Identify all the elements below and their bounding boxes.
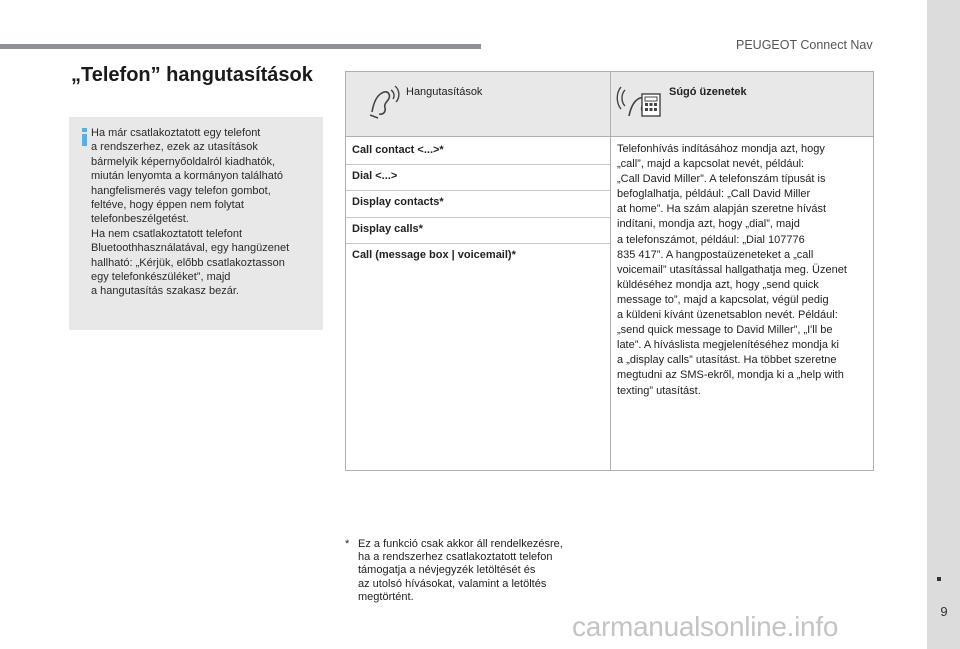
command-row: Call contact <...>* bbox=[352, 144, 444, 156]
page-number: 9 bbox=[940, 604, 948, 619]
command-row: Call (message box | voicemail)* bbox=[352, 249, 516, 261]
column-header-help: Súgó üzenetek bbox=[669, 86, 747, 98]
command-row: Display contacts* bbox=[352, 196, 444, 208]
command-row: Dial <...> bbox=[352, 170, 398, 182]
watermark: carmanualsonline.info bbox=[572, 611, 839, 642]
row-divider bbox=[346, 164, 610, 165]
page-marker bbox=[937, 577, 941, 581]
page-title: „Telefon” hangutasítások bbox=[71, 64, 313, 86]
row-divider bbox=[346, 217, 610, 218]
info-box bbox=[69, 117, 323, 330]
column-divider bbox=[610, 72, 611, 470]
header-rule bbox=[0, 44, 481, 49]
row-divider bbox=[346, 190, 610, 191]
column-header-commands: Hangutasítások bbox=[406, 86, 483, 98]
info-text: Ha már csatlakoztatott egy telefont a rendszerhez, ezek az utasítások bármelyik képernyőoldalról kiadhatók, miután lenyomta a kormányon található hangfelismerés vagy telefon gombot, feltéve, hogy éppen nem folytat telefonbeszélgetést. Ha nem csatlakoztatott telefont Bluetoothhasználatával, egy hangüzenet hallható: „Kérjük, előbb csatlakoztasson egy telefonkészüléket”, majd a hangutasítás szakasz bezár. bbox=[91, 127, 290, 298]
side-strip bbox=[927, 0, 960, 649]
brand-label: PEUGEOT Connect Nav bbox=[736, 38, 873, 52]
voice-command-table bbox=[345, 71, 874, 471]
footnote-marker: * bbox=[345, 538, 350, 550]
voice-command-icon bbox=[364, 82, 404, 120]
help-message-text: Telefonhívás indításához mondja azt, hogy „call”, majd a kapcsolat nevét, például: „Call David Miller”. A telefonszám típusát is befoglalhatja, például: „Call David Miller at home”. Ha szám alapján szeretne hívást indítani, mondja azt, hogy „dial”, majd a telefonszámot, például: „Dial 107776 835 417”. A hangpostaüzeneteket a „call voicemail” utasítással hallgathatja meg. Üzenet küldéséhez mondja azt, hogy „send quick message to”, majd a kapcsolat, végül pedig a küldeni kívánt üzenetsablon nevét. Például: „send quick message to David Miller”, „I'll be late”. A híváslista megjelenítéséhez mondja ki a „display calls” utasítást. Ha többet szeretne megtudni az SMS-ekről, mondja ki a „help with texting” utasítást. bbox=[617, 143, 847, 397]
row-divider bbox=[346, 243, 610, 244]
help-message-icon bbox=[616, 82, 664, 122]
command-row: Display calls* bbox=[352, 223, 423, 235]
footnote-text: Ez a funkció csak akkor áll rendelkezésre, ha a rendszerhez csatlakoztatott telefon támogatja a névjegyzék letöltését és az utolsó hívásokat, valamint a letöltés megtörtént. bbox=[358, 538, 563, 603]
